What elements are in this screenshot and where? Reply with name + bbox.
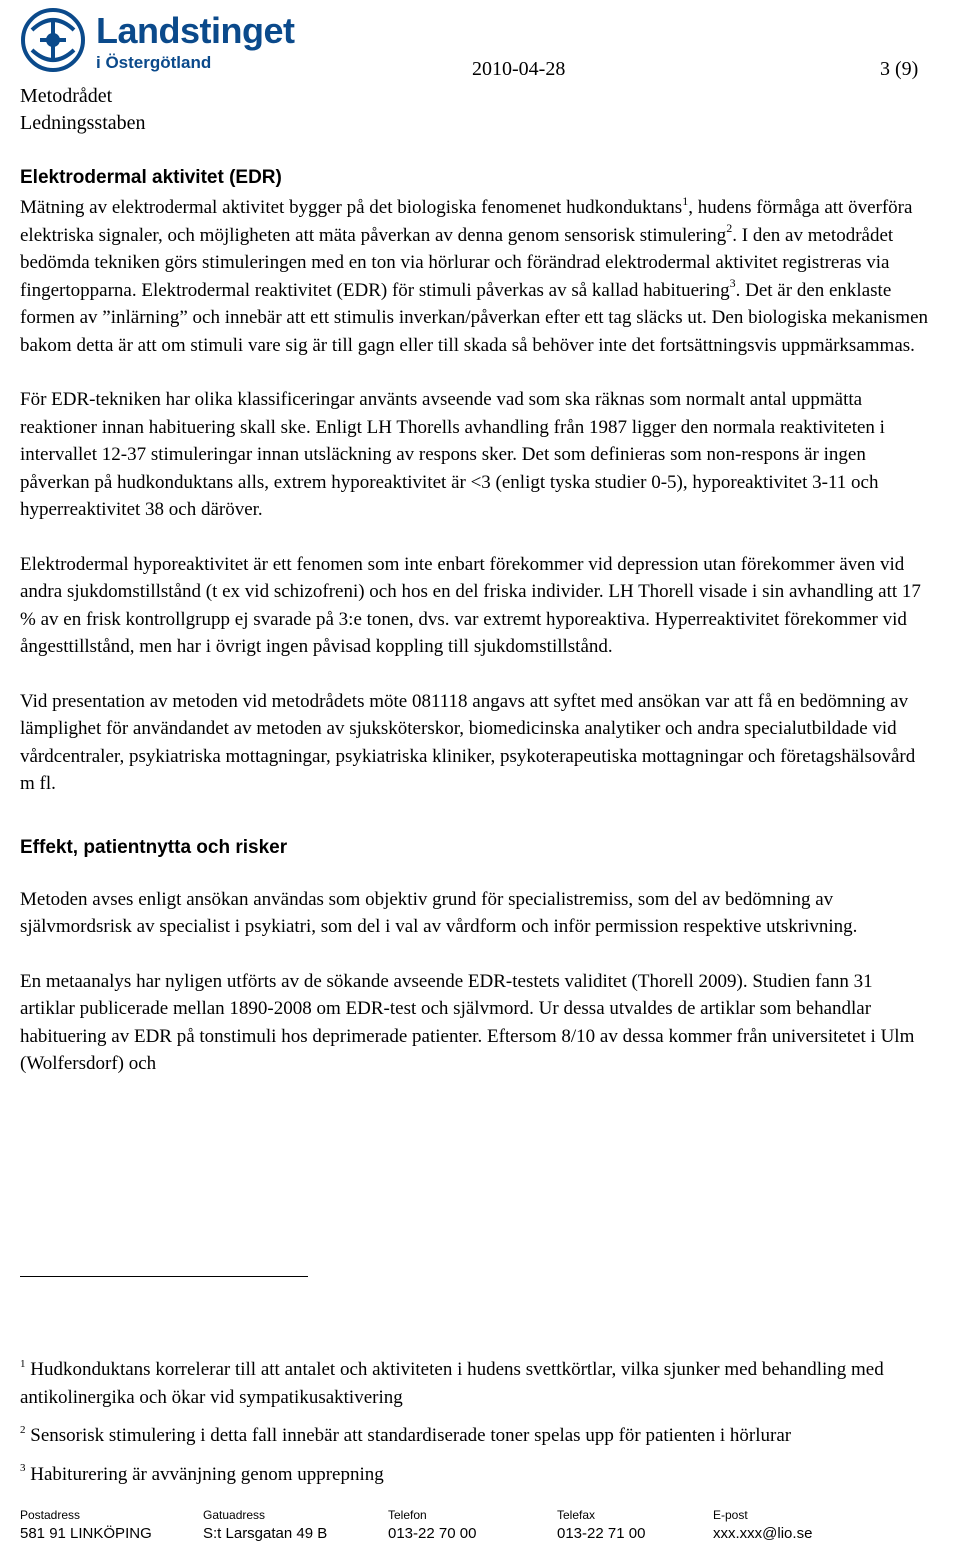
document-date: 2010-04-28 (472, 58, 566, 80)
paragraph-hyporeactivity: Elektrodermal hyporeaktivitet är ett fenomen som inte enbart förekommer vid depression utan förekommer även vid andra sjukdomstillstånd (t ex vid schizofreni) och hos en del friska individer. LH Thorell visade i sin avhandling att 17 % av en frisk kontrollgrupp ej svarade på 3:e tonen, dvs. var extremt hyporeaktiva. Hyperreaktivitet förekommer vid ångesttillstånd, men har i övrigt ingen påvisad koppling till sjukdomstillstånd. (20, 553, 921, 657)
logo-name: Landstinget (96, 10, 295, 51)
section-heading-edr: Elektrodermal aktivitet (EDR) (20, 167, 282, 188)
logo-subtitle: i Östergötland (96, 53, 212, 72)
logo-emblem-icon (18, 4, 88, 76)
footnote-2: $^2$ Sensorisk stimulering i detta fall innebär att standardiserade toner spelas upp för patienten i hörlurar (20, 1423, 792, 1446)
footer-telefon: Telefon 013-22 70 00 (388, 1508, 477, 1542)
paragraph-purpose: Metoden avses enligt ansökan användas som objektiv grund för specialistremiss, som del av bedömning av självmordsrisk av specialist i psykiatri, som del i val av vårdform och inför permission respektive utskrivning. (20, 888, 858, 937)
footnote-ref-2[interactable]: 2 (726, 221, 733, 236)
logo (18, 4, 318, 76)
footer-gatuadress: Gatuadress S:t Larsgatan 49 B (203, 1508, 328, 1542)
footnote-1: $^1$ Hudkonduktans korrelerar till att antalet och aktiviteten i hudens svettkörtlar, vilka sjunker med behandling med antikolinergika och ökar vid sympatikusaktivering (20, 1357, 884, 1408)
footnote-3: $^3$ Habiturering är avvänjning genom upprepning (20, 1462, 384, 1485)
document-body (20, 162, 932, 1078)
email-link[interactable]: xxx.xxx@lio.se (713, 1525, 813, 1542)
footer-postadress: Postadress 581 91 LINKÖPING (20, 1508, 152, 1542)
footnote-separator (20, 1276, 308, 1277)
paragraph-metaanalysis: En metaanalys har nyligen utförts av de sökande avseende EDR-testets validitet (Thorell 2009). Studien fann 31 artiklar publicerade mellan 1890-2008 om EDR-test och självmord. Ur dessa utvaldes de artiklar som behandlar habituering av EDR på tonstimuli hos deprimerade patienter. Eftersom 8/10 av dessa kommer från universitetet i Ulm (Wolfersdorf) och (20, 970, 915, 1074)
paragraph-classification: För EDR-tekniken har olika klassificeringar använts avseende vad som ska räknas som normalt antal uppmätta reaktioner innan habituering skall ske. Enligt LH Thorells avhandling från 1987 ligger den normala reaktiviteten i intervallet 12-37 stimuleringar innan utsläckning av respons sker. Det som definieras som non-respons är ingen påverkan på hudkonduktans alls, extrem hyporeaktivitet är <3 (enligt tyska studier 0-5), hyporeaktivitet 3-11 och hyperreaktivitet 38 och däröver. (20, 389, 885, 520)
footnote-ref-3[interactable]: 3 (729, 276, 736, 291)
department: Metodrådet (20, 85, 113, 107)
footnotes (20, 1356, 920, 1499)
section-heading-effect: Effekt, patientnytta och risker (20, 836, 288, 858)
paragraph-presentation: Vid presentation av metoden vid metodrådets möte 081118 angavs att syftet med ansökan var att få en bedömning av lämplighet för användandet av metoden av sjuksköterskor, biomedicinska analytiker och andra specialutbildade vid vårdcentraler, psykiatriska mottagningar, psykiatriska kliniker, psykoterapeutiska mottagningar och företagshälsovård m fl. (20, 690, 916, 794)
footer-epost: E-post xxx.xxx@lio.se (713, 1508, 813, 1542)
sub-department: Ledningsstaben (20, 112, 146, 134)
paragraph-edr-intro: Mätning av elektrodermal aktivitet bygger på det biologiska fenomenet hudkonduktans$^1$, hudens förmåga att överföra elektriska signaler, och möjligheten att mäta påverkan av denna genom sensorisk stimulering$^2$. I den av metodrådet bedömda tekniken görs stimuleringen med en ton via hörlurar och förändrad elektrodermal aktivitet registreras via fingertopparna. Elektrodermal reaktivitet (EDR) för stimuli påverkas av så kallad habituering$^3$. Det är den enklaste formen av ”inlärning” och innebär att ett stimulis inverkan/påverkan efter ett tag släcks ut. Den biologiska mekanismen bakom detta är att om stimuli vare sig är till gagn eller till skada så behöver inte det fortsättningsvis uppmärksammas. (20, 193, 929, 356)
page-number: 3 (9) (880, 58, 919, 80)
footnote-ref-1[interactable]: 1 (682, 193, 689, 208)
footer-telefax: Telefax 013-22 71 00 (557, 1508, 646, 1542)
